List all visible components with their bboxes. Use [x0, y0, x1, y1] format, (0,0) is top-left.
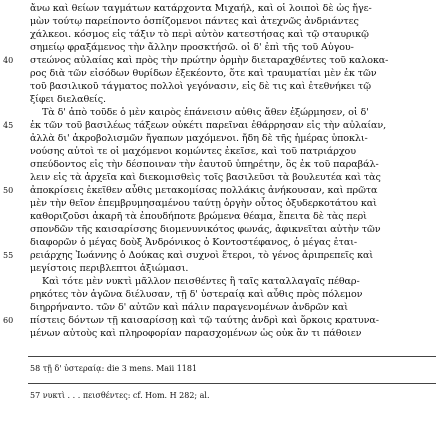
- line-number: 50: [3, 186, 14, 195]
- text-line: ἀλλὰ δι' ἀκροβολισμῶν ἤγαπων μαχόμενοι. ἤδη δὲ τῆς ἡμέρας ὑποκλι-: [30, 133, 368, 144]
- text-line: ξίφει διελαθείς.: [30, 94, 106, 105]
- text-line: τοῦ βασιλικοῦ τάγματος πολλοὶ γεγόνασιν, εἰς δὲ τις καὶ ἐτεθνήκει τῷ: [30, 81, 371, 92]
- text-line: χάλκεοι. κόσμος εἰς τάξιν τὸ περὶ αὐτὸν κατεστήσας καὶ τῷ σταυρικῷ: [30, 29, 369, 40]
- text-line: ρειάρχης Ἰωάννης ὁ Δούκας καὶ συχνοὶ ἕτεροι, τὸ γένος ἀριπρεπεῖς καὶ: [30, 250, 374, 261]
- text-line: διηρρήναντο. τῶν δ' αὐτῶν καὶ πάλιν παραγενομένων ἀνδρῶν καὶ: [30, 302, 348, 313]
- apparatus-divider: [28, 383, 436, 384]
- text-line: νούσης αὐτοὶ τε οἱ μαχόμενοι κομώντες ἐκεῖσε, καὶ τοῦ πατριάρχου: [30, 146, 356, 157]
- line-number: 60: [3, 316, 14, 325]
- text-line: ρος διὰ τῶν εἰσόδων θυρίδων ἐξεκέοντο, ὅτε καὶ τραυματίαι μὲν ἐκ τῶν: [30, 68, 377, 79]
- text-line: σπονδῶν τῆς καισαρίσσης διομενυνικότος φωνάς, ἀφικνεῖται αὐτὴν τῶν: [30, 224, 381, 235]
- apparatus-divider: [28, 356, 436, 357]
- text-line: μὼν τούτῳ παρείποντο ὁσπίζομενοι πάντες καὶ ἀτεχνῶς ἀνδριάντες: [30, 16, 359, 27]
- text-line: μένων αὐτοὺς καὶ πληροφορίαν παρασχομένων ὡς οὐκ ἂν τι πάθοιεν: [30, 328, 362, 339]
- text-line: Καὶ τότε μὲν νυκτὶ μᾶλλον πεισθέντες ἢ ταῖς καταλλαγαῖς πέθαρ-: [42, 276, 360, 287]
- text-line: σημείῳ φραξάμενος τὴν ἄλλην προσκτήσῶ. οἱ δ' ἐπὶ τῆς τοῦ Αὐγου-: [30, 42, 354, 53]
- text-line: σπεύδοντος εἰς τὴν δέσποιναν τὴν ἑαυτοῦ ὑπηρέτην, ὃς ἐκ τοῦ παραβάλ-: [30, 159, 379, 170]
- text-line: πίστεις δόντων τῇ καισαρίσσῃ καὶ τῷ ταύτης ἀνδρὶ καὶ ὅρκοις κρατυνα-: [30, 315, 379, 326]
- text-line: ἐκ τῶν τοῦ βασιλέως τάξεων οὐκέτι παρεῖναι ἐθάρρησαν εἰς τὴν αὐλαίαν,: [30, 120, 387, 131]
- text-line: μὲν τὴν θεῖον ἐπεμβρυμησαμένου ταύτῃ ὀργὴν οὗτος ὀξυδερκοτάτου καὶ: [30, 198, 377, 209]
- text-line: στεώνος αὐλαίας καὶ πρὸς τὴν πρώτην ὁρμὴν διεταραχθέντες τοῦ καλοκα-: [30, 55, 389, 66]
- text-line: καθοριζοῦσι ἀκαρῆ τὰ ἐπουδήποτε βρώμενα θέαμα, ἔπειτα δὲ τὰς περὶ: [30, 211, 367, 222]
- apparatus-entry: 58 τῇ δ' ὑστεραίᾳ: die 3 mens. Maii 1181: [30, 364, 198, 373]
- text-line: Τὰ δ' ἀπὸ τοῦδε ὁ μὲν καιρὸς ἐπάνεισιν αὐθις ἄθεν ἐξώρμησεν, οἱ δ': [42, 107, 369, 118]
- text-line: λειν εἰς τὰ ἀρχεῖα καὶ διεκομισθεὶς τοῖς βασιλεῦσι τὰ βουλευτέα καὶ τὰς: [30, 172, 381, 183]
- line-number: 55: [3, 251, 14, 260]
- text-line: ἀποκρίσεις ἐκεῖθεν αὖθις μετακομίσας πολλάκις ἀνήκουσαν, καὶ πρῶτα: [30, 185, 378, 196]
- text-line: μεγίστοις περιβλεπτοι ἀξιώμασι.: [30, 263, 189, 274]
- line-number: 40: [3, 56, 14, 65]
- line-number: 45: [3, 121, 14, 130]
- text-line: ἄνω καὶ θείων ταγμάτων κατάρχοντα Μιχαήλ, καὶ οἱ λοιποὶ δὲ ὡς ἤγε-: [30, 3, 372, 14]
- text-line: διαφορῶν ὁ μέγας δοὺξ Ἀνδρόνικος ὁ Κοντοστέφανος, ὁ μέγας ἑται-: [30, 237, 358, 248]
- text-line: ρηκότες τὸν ἀγῶνα διέλυσαν, τῇ δ' ὑστεραίᾳ καὶ αὖθις πρὸς πόλεμον: [30, 289, 363, 300]
- apparatus-entry: 57 νυκτὶ . . . πεισθέντες: cf. Hom. H 282; al.: [30, 391, 210, 400]
